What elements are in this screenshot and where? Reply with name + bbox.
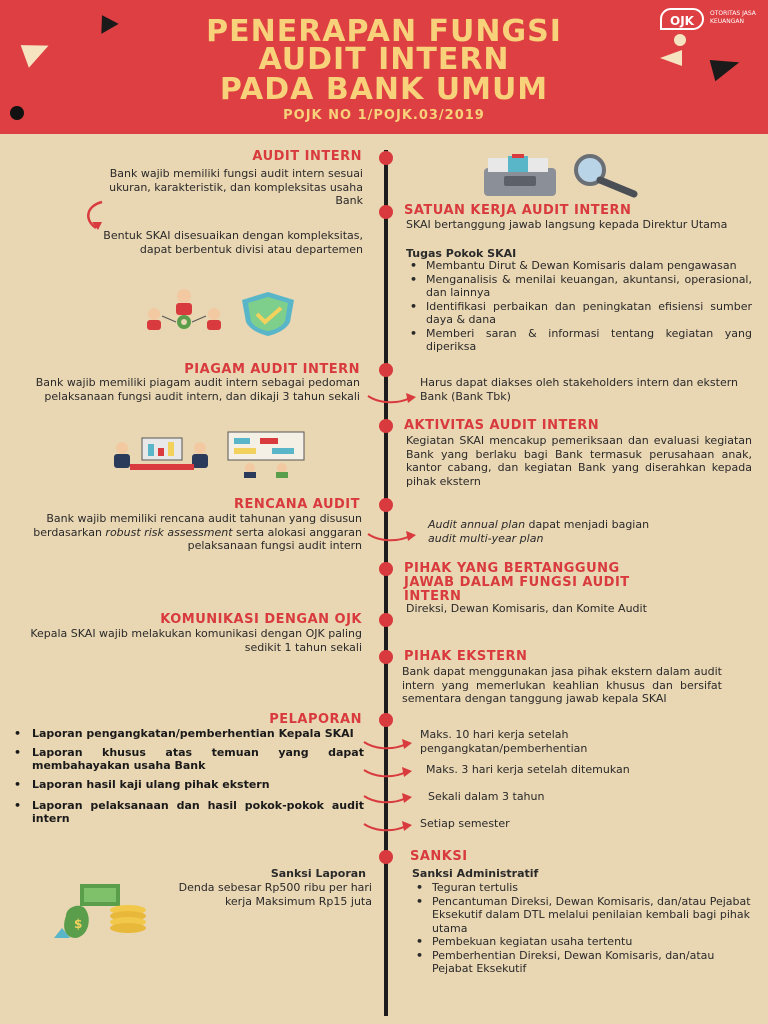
pelaporan-list <box>10 727 364 825</box>
shield-check-icon <box>230 290 306 336</box>
sanksi-admin-list <box>412 881 756 976</box>
rencana-text-a: Bank wajib memiliki rencana audit tahunan yang disusun berdasarkan <box>33 512 362 539</box>
list-item: • Menganalisis & menilai keuangan, akuntansi, operasional, dan lainnya <box>406 273 752 300</box>
header-banner <box>0 0 768 134</box>
pihak-tj-text: Direksi, Dewan Komisaris, dan Komite Audit <box>406 602 647 615</box>
section-title-piagam: PIAGAM AUDIT INTERN <box>184 362 360 377</box>
pihak-tj-title-line2: JAWAB DALAM FUNGSI AUDIT <box>404 575 630 590</box>
section-title-audit-intern: AUDIT INTERN <box>252 149 362 164</box>
list-item: • Laporan khusus atas temuan yang dapat membahayakan usaha Bank <box>10 746 364 772</box>
sanksi-laporan-text: Denda sebesar Rp500 ribu per hari kerja Maksimum Rp15 juta <box>178 881 372 908</box>
section-title-pihak-tj <box>404 562 764 604</box>
rencana-text-b: robust risk assessment <box>105 525 233 539</box>
timeline-node <box>379 650 393 664</box>
sanksi-admin-title: Sanksi Administratif <box>412 867 539 880</box>
page-title-line3: PADA BANK UMUM <box>219 72 549 107</box>
pelaporan-deadline: Maks. 10 hari kerja setelah pengangkatan/pemberhentian <box>420 728 588 755</box>
ojk-logo-mark: OJK <box>660 8 704 30</box>
team-discussion-icon <box>224 430 308 478</box>
bentuk-skai-text: Bentuk SKAI disesuaikan dengan kompleksitas, dapat berbentuk divisi atau departemen <box>103 229 363 256</box>
rencana-note-c: audit multi-year plan <box>428 531 544 545</box>
piagam-text: Bank wajib memiliki piagam audit intern sebagai pedoman pelaksanaan fungsi audit intern, dan dikaji 3 tahun sekali <box>35 376 360 403</box>
curved-arrow-icon <box>364 526 418 546</box>
section-title-pelaporan: PELAPORAN <box>269 712 362 727</box>
page-subtitle: POJK NO 1/POJK.03/2019 <box>283 108 485 123</box>
tugas-pokok-title: Tugas Pokok SKAI <box>406 247 517 260</box>
section-title-aktivitas: AKTIVITAS AUDIT INTERN <box>404 418 600 433</box>
list-item: • Teguran tertulis <box>412 881 756 895</box>
pihak-tj-title-line1: PIHAK YANG BERTANGGUNG <box>404 561 620 576</box>
page-title-line1: PENERAPAN FUNGSI <box>206 14 562 49</box>
organization-structure-icon <box>140 286 228 338</box>
curved-arrow-icon <box>360 788 414 808</box>
timeline-node <box>379 613 393 627</box>
timeline-line <box>384 150 388 1016</box>
rencana-text-c: serta alokasi anggaran pelaksanaan fungsi audit intern <box>187 525 362 552</box>
file-cabinet-icon <box>482 154 562 198</box>
svg-text:$: $ <box>74 917 83 931</box>
skai-text: SKAI bertanggung jawab langsung kepada Direktur Utama <box>406 218 728 231</box>
section-title-ekstern: PIHAK EKSTERN <box>404 649 528 664</box>
list-item: • Pencantuman Direksi, Dewan Komisaris, dan/atau Pejabat Eksekutif dalam DTL melalui penilaian kembali bagi pihak utama <box>412 895 756 936</box>
timeline-node <box>379 850 393 864</box>
curved-arrow-icon <box>364 388 418 408</box>
list-item: • Membantu Dirut & Dewan Komisaris dalam pengawasan <box>406 259 752 273</box>
list-item: • Pemberhentian Direksi, Dewan Komisaris, dan/atau Pejabat Eksekutif <box>412 949 756 976</box>
section-title-sanksi: SANKSI <box>410 849 468 864</box>
page-title-line2: AUDIT INTERN <box>258 42 510 77</box>
pelaporan-deadline: Maks. 3 hari kerja setelah ditemukan <box>426 763 630 776</box>
tugas-pokok-list <box>406 259 752 354</box>
timeline-node <box>379 151 393 165</box>
piagam-note: Harus dapat diakses oleh stakeholders intern dan ekstern Bank (Bank Tbk) <box>420 376 739 403</box>
list-item: • Laporan pengangkatan/pemberhentian Kepala SKAI <box>10 727 364 740</box>
section-title-skai: SATUAN KERJA AUDIT INTERN <box>404 203 632 218</box>
pelaporan-deadline: Setiap semester <box>420 817 510 830</box>
curved-arrow-icon <box>360 762 414 782</box>
curved-arrow-icon <box>360 816 414 836</box>
ekstern-text: Bank dapat menggunakan jasa pihak ekstern dalam audit intern yang memerlukan keahlian khusus dan bersifat sementara dengan tanggung jawab kepala SKAI <box>402 665 722 705</box>
section-title-komunikasi: KOMUNIKASI DENGAN OJK <box>160 612 362 627</box>
magnifying-glass-icon <box>568 154 642 198</box>
meeting-presentation-icon <box>110 434 214 472</box>
komunikasi-text: Kepala SKAI wajib melakukan komunikasi dengan OJK paling sedikit 1 tahun sekali <box>30 627 362 654</box>
curved-arrow-icon <box>360 734 414 754</box>
timeline-node <box>379 562 393 576</box>
rencana-text <box>10 512 362 553</box>
timeline-node <box>379 713 393 727</box>
rencana-note-a: Audit annual plan <box>428 518 526 531</box>
sanksi-laporan-title: Sanksi Laporan <box>270 867 366 880</box>
audit-intern-text: Bank wajib memiliki fungsi audit intern sesuai ukuran, karakteristik, dan kompleksitas usaha Bank <box>109 167 363 207</box>
aktivitas-text: Kegiatan SKAI mencakup pemeriksaan dan evaluasi kegiatan Bank yang berlaku bagi Bank termasuk perusahaan anak, kantor cabang, dan kegiatan Bank yang diserahkan kepada pihak ekstern <box>406 434 752 488</box>
section-title-rencana: RENCANA AUDIT <box>233 497 360 512</box>
money-icon <box>52 880 152 942</box>
timeline-node <box>379 363 393 377</box>
rencana-note <box>428 518 748 545</box>
ojk-logo-text: OTORITAS JASA KEUANGAN <box>710 10 756 25</box>
rencana-note-b: dapat menjadi bagian <box>528 518 650 531</box>
list-item: • Pembekuan kegiatan usaha tertentu <box>412 935 756 949</box>
list-item: • Laporan hasil kaji ulang pihak ekstern <box>10 778 364 791</box>
pihak-tj-title-line3: INTERN <box>404 589 462 604</box>
list-item: • Identifikasi perbaikan dan peningkatan efisiensi sumber daya & dana <box>406 300 752 327</box>
timeline-node <box>379 205 393 219</box>
list-item: • Laporan pelaksanaan dan hasil pokok-pokok audit intern <box>10 799 364 825</box>
list-item: • Memberi saran & informasi tentang kegiatan yang diperiksa <box>406 327 752 354</box>
timeline-node <box>379 419 393 433</box>
timeline-node <box>379 498 393 512</box>
pelaporan-deadline: Sekali dalam 3 tahun <box>428 790 545 803</box>
